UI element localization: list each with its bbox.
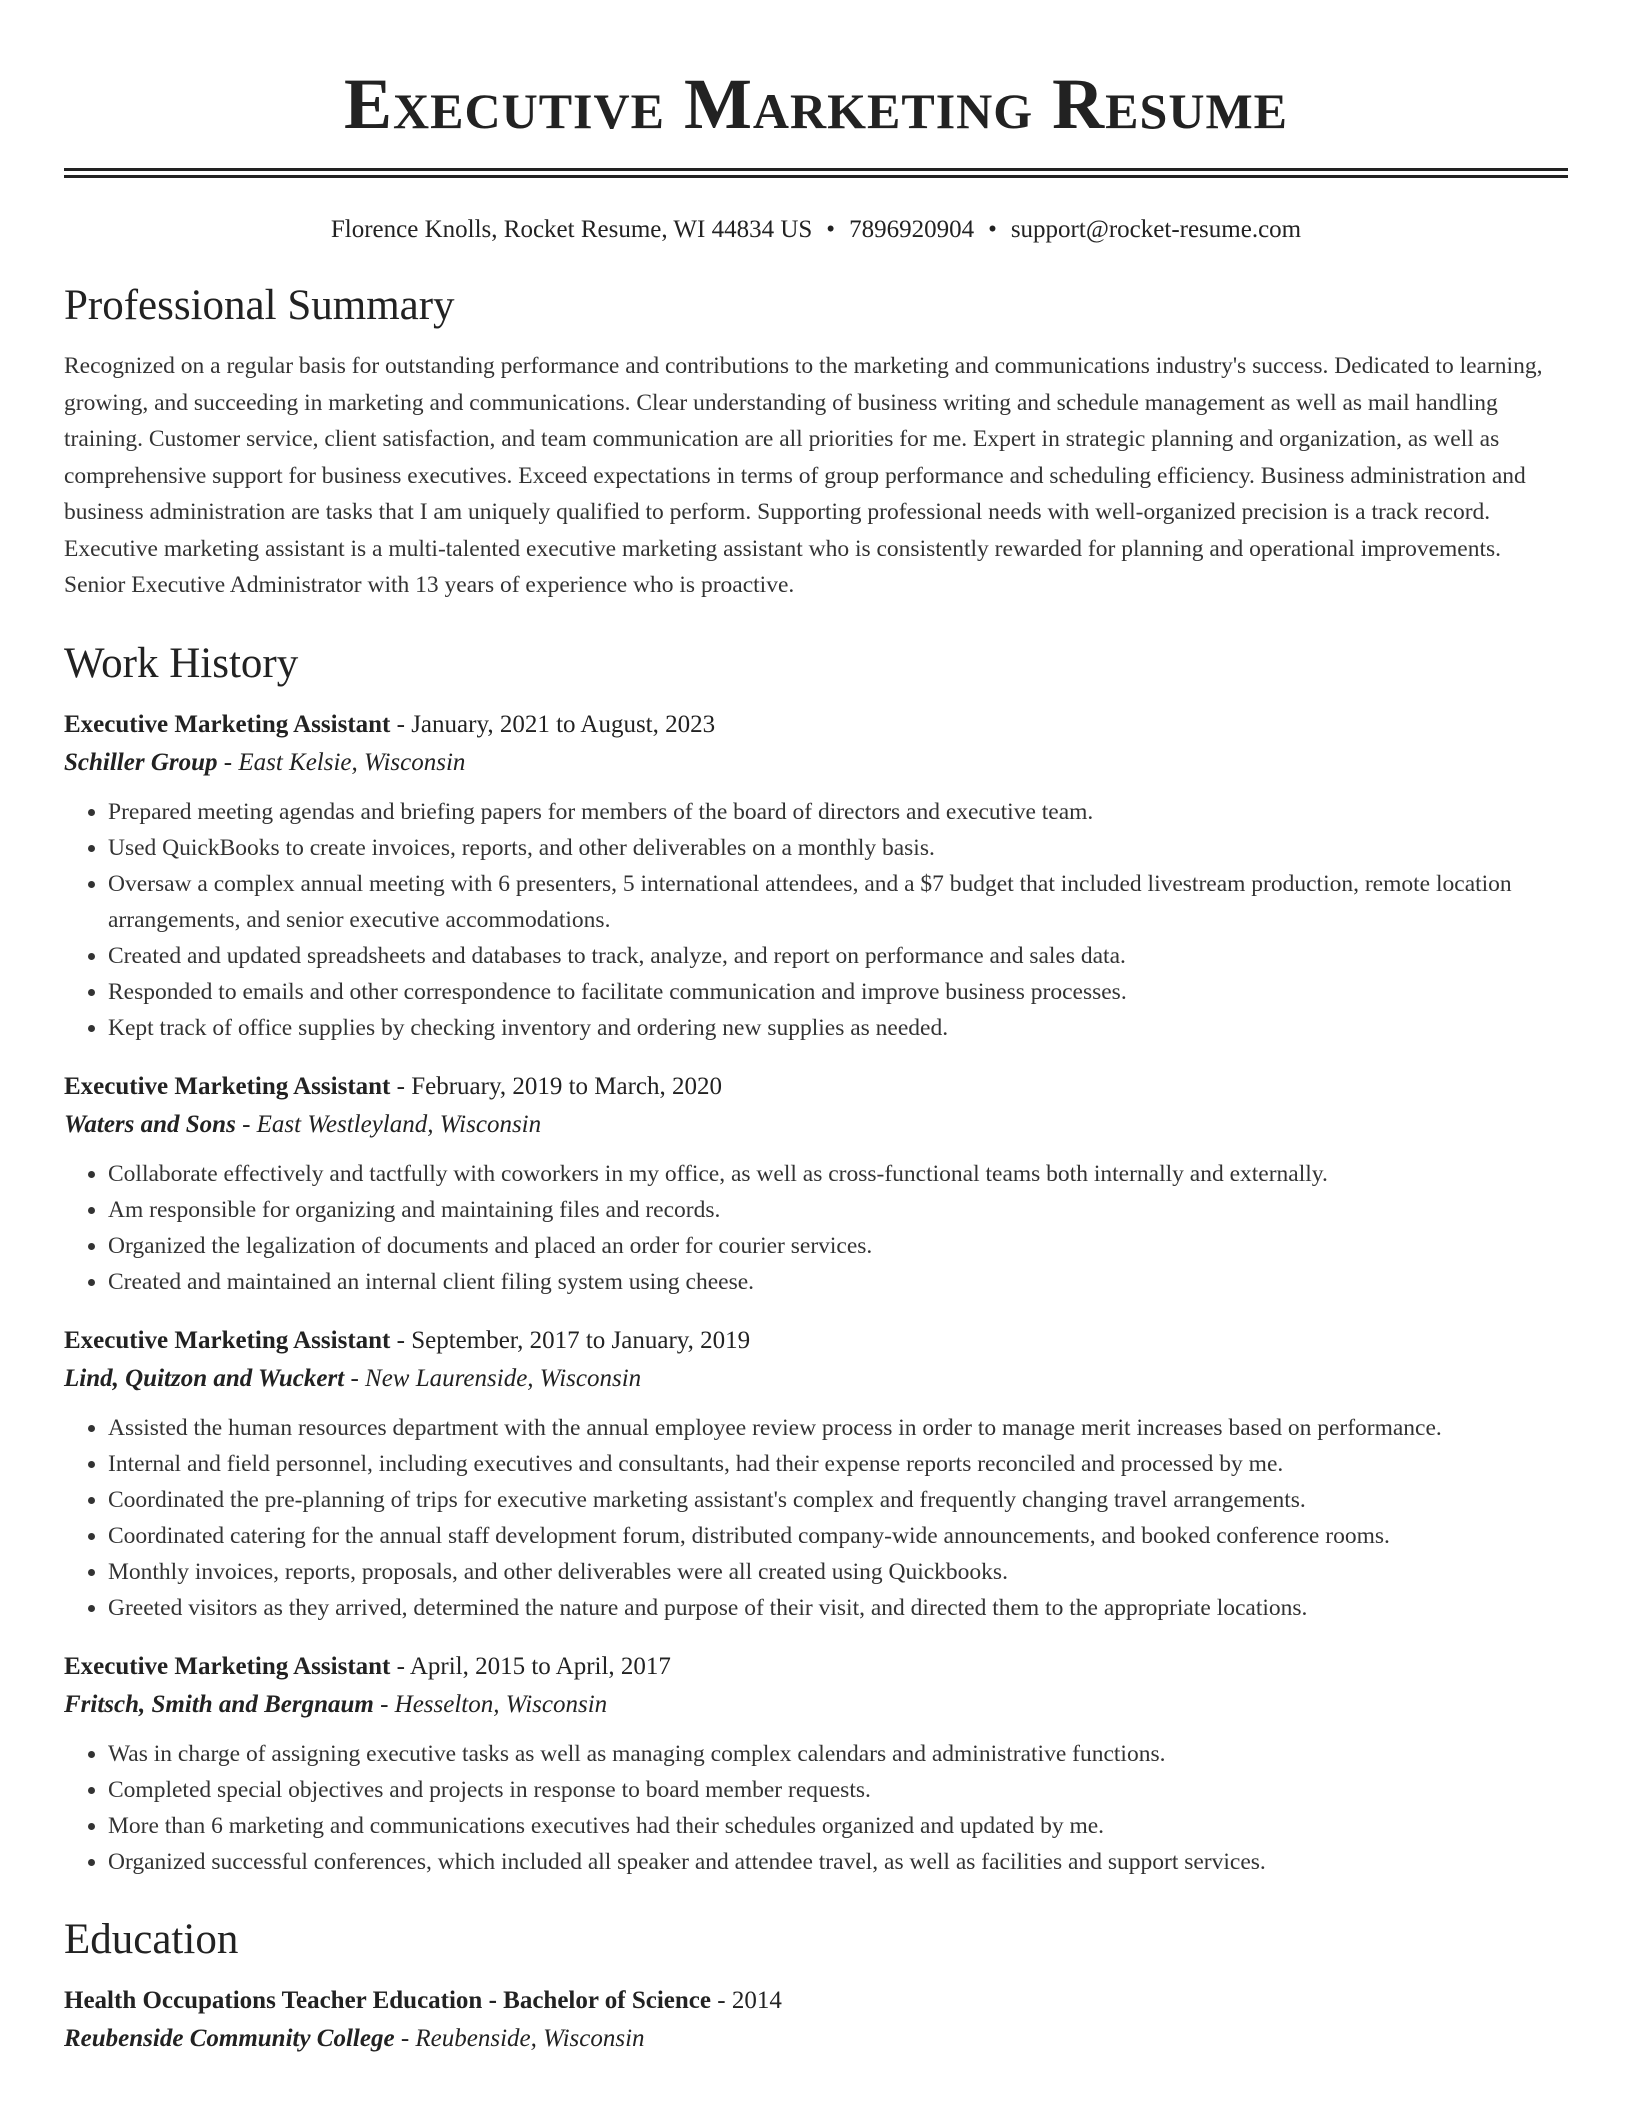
school-name: Reubenside Community College (64, 2024, 395, 2052)
job-title-line (64, 1068, 1568, 1106)
dash: - (242, 1110, 251, 1138)
job-bullets (64, 1156, 1568, 1300)
work-history-heading: Work History (64, 639, 299, 687)
job-title-line (64, 706, 1568, 744)
contact-separator: • (988, 216, 997, 243)
bullet-item: • Assisted the human resources department with the annual employee review process in order to manage merit increases based on performance. (108, 1410, 1568, 1446)
bullet-item: • Used QuickBooks to create invoices, reports, and other deliverables on a monthly basis. (108, 830, 1568, 866)
summary-heading: Professional Summary (64, 282, 455, 329)
work-history-list (64, 706, 1568, 1880)
company-location: East Westleyland, Wisconsin (256, 1110, 542, 1138)
bullet-item: • Completed special objectives and projects in response to board member requests. (108, 1772, 1568, 1808)
job-title: Executive Marketing Assistant (64, 1652, 391, 1680)
contact-email: support@rocket-resume.com (1010, 216, 1302, 243)
company-name: Schiller Group (64, 748, 218, 776)
job-title: Executive Marketing Assistant (64, 710, 391, 738)
bullet-item: • Monthly invoices, reports, proposals, and other deliverables were all created using Quickbooks. (108, 1554, 1568, 1590)
contact-line (64, 214, 1568, 246)
bullet-item: • Coordinated the pre-planning of trips for executive marketing assistant's complex and frequently changing travel arrangements. (108, 1482, 1568, 1518)
bullet-item: • Am responsible for organizing and maintaining files and records. (108, 1192, 1568, 1228)
bullet-item: • Created and maintained an internal client filing system using cheese. (108, 1264, 1568, 1300)
job-entry (64, 706, 1568, 1046)
company-location: East Kelsie, Wisconsin (238, 748, 466, 776)
bullet-item: • More than 6 marketing and communications executives had their schedules organized and updated by me. (108, 1808, 1568, 1844)
bullet-item: • Prepared meeting agendas and briefing papers for members of the board of directors and executive team. (108, 794, 1568, 830)
graduation-year: 2014 (731, 1986, 782, 2014)
company-line (64, 744, 1568, 782)
dash: - (396, 1072, 405, 1100)
job-entry (64, 1648, 1568, 1880)
job-dates: September, 2017 to January, 2019 (411, 1326, 751, 1354)
job-title: Executive Marketing Assistant (64, 1326, 391, 1354)
contact-separator: • (826, 216, 836, 243)
bullet-item: • Organized successful conferences, which included all speaker and attendee travel, as well as facilities and support services. (108, 1844, 1568, 1880)
job-entry (64, 1322, 1568, 1626)
job-dates: February, 2019 to March, 2020 (411, 1072, 723, 1100)
company-location: Hesselton, Wisconsin (394, 1690, 608, 1718)
job-title-line (64, 1322, 1568, 1360)
dash: - (396, 1652, 405, 1680)
bullet-item: • Greeted visitors as they arrived, determined the nature and purpose of their visit, and directed them to the appropriate locations. (108, 1590, 1568, 1626)
title-double-rule (64, 168, 1568, 178)
company-name: Waters and Sons (64, 1110, 236, 1138)
bullet-item: • Internal and field personnel, including executives and consultants, had their expense reports reconciled and processed by me. (108, 1446, 1568, 1482)
bullet-item: • Coordinated catering for the annual staff development forum, distributed company-wide announcements, and booked conference rooms. (108, 1518, 1568, 1554)
dash: - (223, 748, 233, 776)
bullet-item: • Responded to emails and other correspondence to facilitate communication and improve business processes. (108, 974, 1568, 1010)
dash: - (396, 710, 405, 738)
degree-name: Health Occupations Teacher Education - Bachelor of Science (64, 1986, 711, 2014)
job-bullets (64, 1736, 1568, 1880)
dash: - (380, 1690, 389, 1718)
job-entry (64, 1068, 1568, 1300)
company-line (64, 1686, 1568, 1724)
bullet-item: • Collaborate effectively and tactfully with coworkers in my office, as well as cross-functional teams both internally and externally. (108, 1156, 1568, 1192)
summary-text: Recognized on a regular basis for outstanding performance and contributions to the marketing and communications industry's success. Dedicated to learning, growing, and succeeding in marketing and communications. Clear understanding of business writing and schedule management as well as mail handling training. Customer service, client satisfaction, and team communication are all priorities for me. Expert in strategic planning and organization, as well as comprehensive support for business executives. Exceed expectations in terms of group performance and scheduling efficiency. Business administration and business administration are tasks that I am uniquely qualified to perform. Supporting professional needs with well-organized precision is a track record. Executive marketing assistant is a multi-talented executive marketing assistant who is consistently rewarded for planning and operational improvements. Senior Executive Administrator with 13 years of experience who is proactive. (64, 353, 1543, 598)
company-location: New Laurenside, Wisconsin (365, 1364, 642, 1392)
company-name: Fritsch, Smith and Bergnaum (64, 1690, 374, 1718)
job-title: Executive Marketing Assistant (64, 1072, 391, 1100)
dash: - (350, 1364, 359, 1392)
company-line (64, 1360, 1568, 1398)
job-dates: April, 2015 to April, 2017 (409, 1652, 671, 1680)
education-entry (64, 1982, 1568, 2058)
contact-address: Florence Knolls, Rocket Resume, WI 44834 US (330, 216, 813, 243)
dash: - (400, 2024, 410, 2052)
degree-line (64, 1982, 1568, 2020)
company-name: Lind, Quitzon and Wuckert (64, 1364, 345, 1392)
dash: - (396, 1326, 405, 1354)
contact-phone: 7896920904 (849, 216, 975, 243)
bullet-item: • Oversaw a complex annual meeting with 6 presenters, 5 international attendees, and a $7 budget that included livestream production, remote location arrangements, and senior executive accommodations. (108, 866, 1568, 938)
bullet-item: • Was in charge of assigning executive tasks as well as managing complex calendars and administrative functions. (108, 1736, 1568, 1772)
bullet-item: • Created and updated spreadsheets and databases to track, analyze, and report on performance and sales data. (108, 938, 1568, 974)
bullet-item: • Kept track of office supplies by checking inventory and ordering new supplies as needed. (108, 1010, 1568, 1046)
job-title-line (64, 1648, 1568, 1686)
school-location: Reubenside, Wisconsin (415, 2024, 645, 2052)
job-bullets (64, 1410, 1568, 1626)
resume-title: Executive Marketing Resume (344, 64, 1288, 144)
school-line (64, 2020, 1568, 2058)
bullet-item: • Organized the legalization of documents and placed an order for courier services. (108, 1228, 1568, 1264)
job-bullets (64, 794, 1568, 1046)
dash: - (717, 1986, 726, 2014)
company-line (64, 1106, 1568, 1144)
job-dates: January, 2021 to August, 2023 (411, 710, 716, 738)
education-heading: Education (64, 1915, 239, 1963)
